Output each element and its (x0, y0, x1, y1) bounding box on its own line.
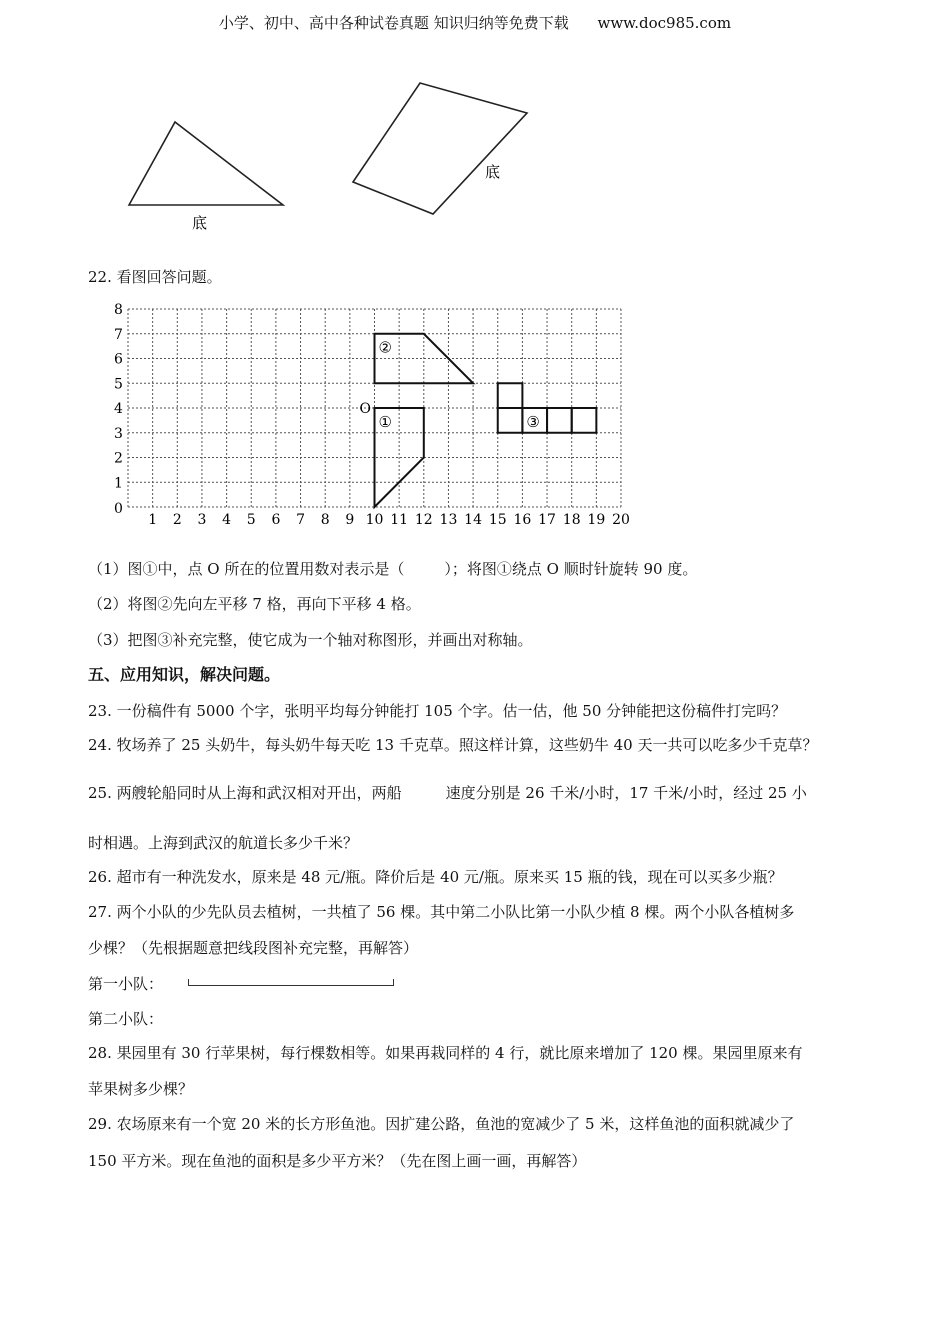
team2-label: 第二小队： (88, 1010, 164, 1028)
point-o-label: O (359, 401, 371, 417)
q22-sub3: （3）把图③补充完整，使它成为一个轴对称图形，并画出对称轴。 (88, 631, 533, 649)
x-tick-label: 5 (246, 512, 256, 528)
q22-title: 22. 看图回答问题。 (88, 268, 222, 286)
q29-line2: 150 平方米。现在鱼池的面积是多少平方米？（先在图上画一画，再解答） (88, 1152, 587, 1170)
q23: 23. 一份稿件有 5000 个字，张明平均每分钟能打 105 个字。估一估，他 50 分钟能把这份稿件打完吗？ (88, 702, 787, 720)
x-tick-label: 4 (222, 512, 232, 528)
x-tick-label: 0 (114, 501, 123, 517)
x-tick-label: 11 (390, 512, 409, 528)
q28-line1: 28. 果园里有 30 行苹果树，每行棵数相等。如果再栽同样的 4 行，就比原来增加了 120 棵。果园里原来有 (88, 1044, 803, 1062)
x-tick-label: 18 (562, 512, 581, 528)
y-tick-label: 3 (114, 425, 123, 442)
x-tick-label: 15 (488, 512, 507, 528)
q22-sub2: （2）将图②先向左平移 7 格，再向下平移 4 格。 (88, 595, 421, 613)
q24: 24. 牧场养了 25 头奶牛，每头奶牛每天吃 13 千克草。照这样计算，这些奶牛 40 天一共可以吃多少千克草？ (88, 736, 818, 754)
section5-title: 五、应用知识，解决问题。 (88, 665, 281, 684)
q25-line1 (88, 783, 807, 803)
shape-3-label: ③ (526, 412, 540, 431)
y-tick-label: 5 (114, 376, 123, 393)
y-tick-label: 1 (114, 475, 123, 492)
coordinate-grid (114, 302, 630, 528)
x-tick-label: 9 (345, 512, 355, 528)
shape-3-square (498, 408, 523, 433)
x-tick-label: 12 (414, 512, 433, 528)
x-tick-label: 16 (513, 512, 532, 528)
shape-3-square (572, 408, 597, 433)
q25-b: 速度分别是 26 千米/小时，17 千米/小时，经过 25 小 (445, 784, 807, 802)
shape-2-label: ② (378, 338, 392, 357)
header-url: www.doc985.com (597, 14, 732, 32)
x-tick-label: 19 (587, 512, 606, 528)
q25-a: 25. 两艘轮船同时从上海和武汉相对开出，两船 (88, 784, 402, 802)
shape-3-square (547, 408, 572, 433)
team1-label: 第一小队： (88, 975, 164, 993)
x-tick-label: 14 (464, 512, 483, 528)
x-tick-label: 8 (320, 512, 330, 528)
parallelogram-figure (353, 83, 527, 214)
x-tick-label: 3 (197, 512, 207, 528)
triangle-base-label: 底 (192, 214, 208, 232)
y-tick-label: 7 (114, 326, 123, 343)
q22-sub1-a: （1）图①中，点 O 所在的位置用数对表示是（ (88, 560, 405, 578)
q22-sub1-b: ）；将图①绕点 O 顺时针旋转 90 度。 (444, 560, 698, 578)
x-tick-label: 2 (172, 512, 182, 528)
q26: 26. 超市有一种洗发水，原来是 48 元/瓶。降价后是 40 元/瓶。原来买 15 瓶的钱，现在可以买多少瓶？ (88, 868, 783, 886)
q27-line1: 27. 两个小队的少先队员去植树，一共植了 56 棵。其中第二小队比第一小队少植 8 棵。两个小队各植树多 (88, 903, 795, 921)
q22-sub1 (88, 559, 697, 579)
x-tick-label: 1 (148, 512, 158, 528)
q29-line1: 29. 农场原来有一个宽 20 米的长方形鱼池。因扩建公路，鱼池的宽减少了 5 米，这样鱼池的面积就减少了 (88, 1115, 795, 1133)
header-text: 小学、初中、高中各种试卷真题 知识归纳等免费下载 (218, 14, 569, 32)
triangle-figure (129, 122, 283, 205)
shape-1-label: ① (378, 412, 392, 431)
x-tick-label: 7 (296, 512, 306, 528)
q27-line2: 少棵？（先根据题意把线段图补充完整，再解答） (88, 939, 419, 957)
team1-segment (188, 979, 394, 986)
parallelogram-base-label: 底 (485, 163, 501, 181)
y-tick-label: 2 (114, 450, 123, 467)
y-tick-label: 4 (114, 401, 123, 417)
x-tick-label: 17 (538, 512, 556, 528)
x-tick-label: 10 (365, 512, 384, 528)
q28-line2: 苹果树多少棵？ (88, 1080, 194, 1098)
shape-3-square (498, 383, 523, 408)
q25-line2: 时相遇。上海到武汉的航道长多少千米？ (88, 834, 359, 852)
y-tick-label: 6 (114, 351, 123, 368)
x-tick-label: 6 (271, 512, 281, 528)
x-tick-label: 13 (439, 512, 458, 528)
x-tick-label: 20 (612, 512, 630, 528)
y-tick-label: 8 (114, 302, 123, 318)
